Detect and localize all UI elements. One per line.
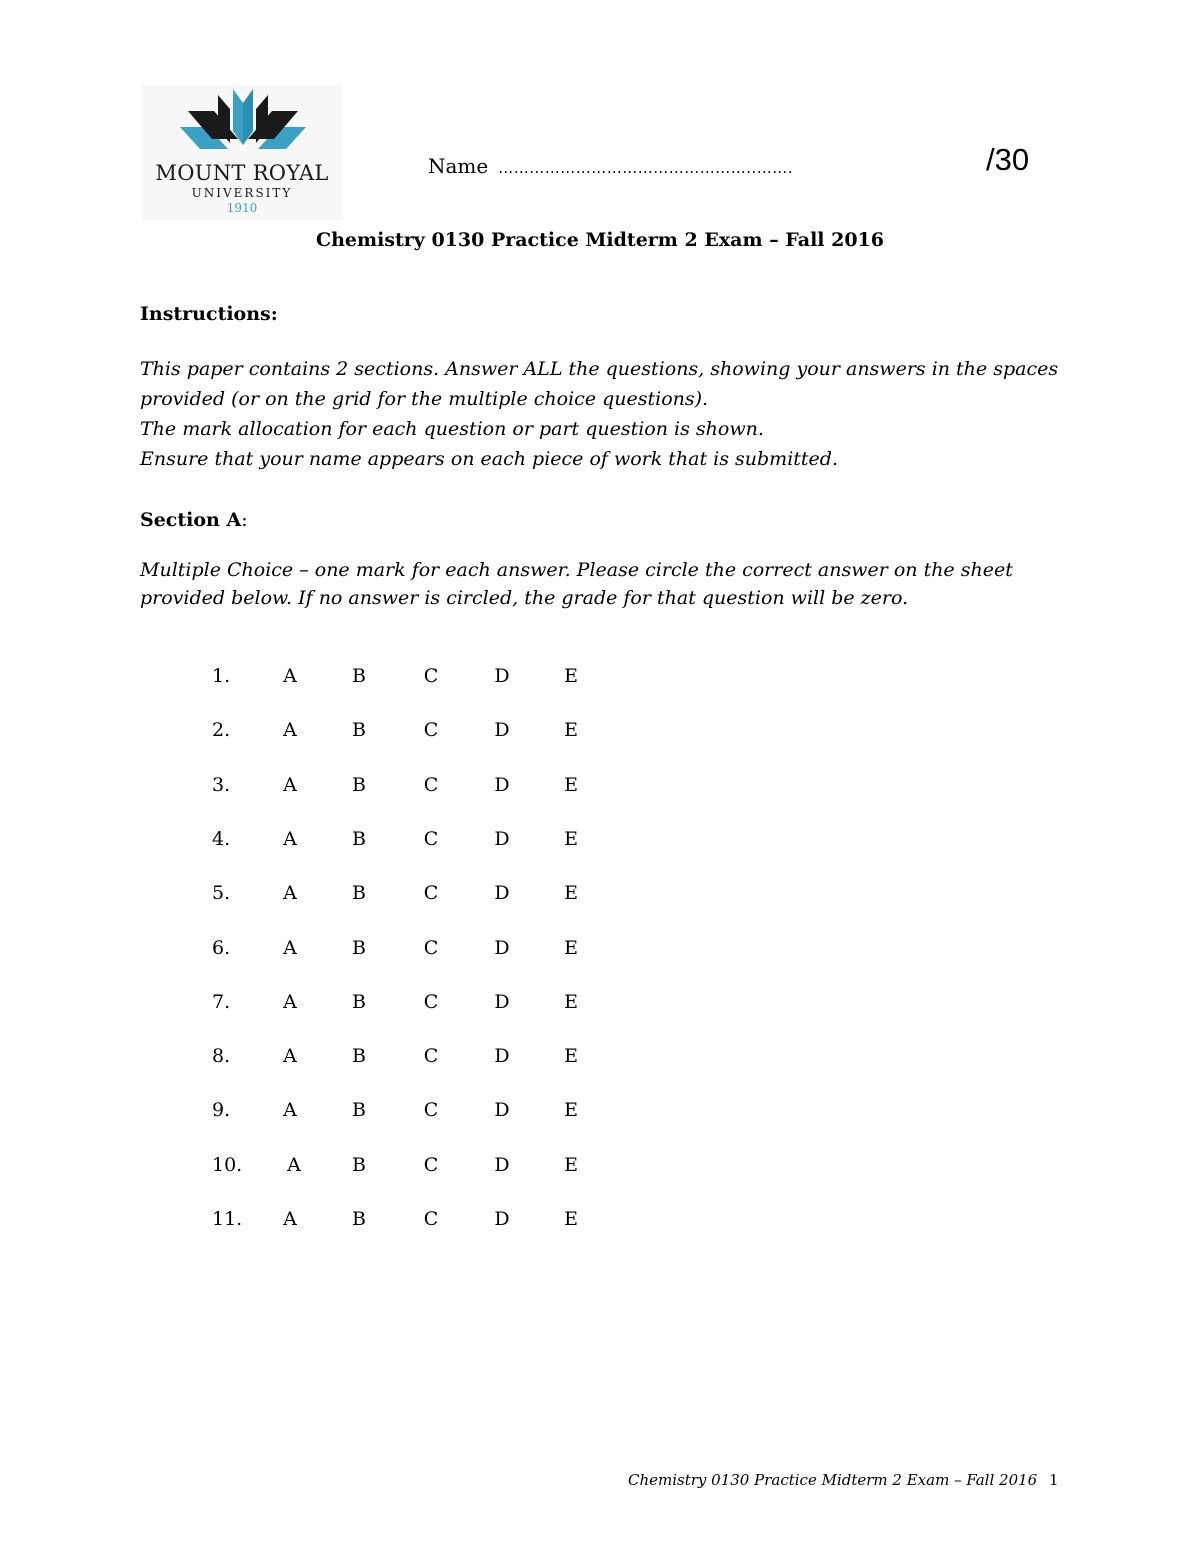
- answer-option-b[interactable]: B: [352, 827, 366, 850]
- answer-option-b[interactable]: B: [352, 882, 366, 905]
- answer-option-b[interactable]: B: [352, 665, 366, 687]
- answer-option-c[interactable]: C: [423, 990, 439, 1013]
- answer-option-d[interactable]: D: [494, 936, 510, 959]
- section-a-description: Multiple Choice – one mark for each answer. Please circle the correct answer on the sheet provided below. If no answer is circled, the grade for that question will be zero.: [140, 559, 1013, 609]
- question-number: 10.: [212, 1153, 243, 1176]
- answer-option-e[interactable]: E: [564, 882, 578, 905]
- answer-option-b[interactable]: B: [352, 1045, 366, 1068]
- answer-option-c[interactable]: C: [423, 1045, 439, 1068]
- answer-option-e[interactable]: E: [564, 990, 578, 1013]
- answer-option-b[interactable]: B: [352, 1099, 366, 1122]
- answer-option-d[interactable]: D: [494, 1045, 510, 1068]
- answer-option-a[interactable]: A: [283, 936, 297, 959]
- answer-option-d[interactable]: D: [494, 1153, 510, 1176]
- question-number: 9.: [212, 1099, 231, 1122]
- logo-name: MOUNT ROYAL: [155, 161, 329, 185]
- name-field[interactable]: [428, 154, 793, 178]
- instruction-line: The mark allocation for each question or part question is shown.: [140, 418, 764, 440]
- answer-option-e[interactable]: E: [564, 1099, 578, 1122]
- answer-option-c[interactable]: C: [423, 882, 439, 905]
- answer-option-e[interactable]: E: [564, 936, 578, 959]
- answer-option-e[interactable]: E: [564, 773, 578, 796]
- section-a-title: Section A: [140, 509, 242, 531]
- answer-option-b[interactable]: B: [352, 719, 366, 742]
- instruction-line: This paper contains 2 sections. Answer ALL the questions, showing your answers in the spaces provided (or on the grid for the multiple choice questions).: [140, 358, 1059, 410]
- answer-option-d[interactable]: D: [494, 665, 510, 687]
- answer-option-d[interactable]: D: [494, 719, 510, 742]
- answer-option-c[interactable]: C: [423, 665, 439, 687]
- answer-option-a[interactable]: A: [283, 1099, 297, 1122]
- answer-option-b[interactable]: B: [352, 990, 366, 1013]
- answer-option-c[interactable]: C: [423, 773, 439, 796]
- answer-row: [0, 937, 700, 967]
- total-marks: /30: [986, 142, 1030, 177]
- answer-row: [0, 665, 700, 695]
- answer-option-d[interactable]: D: [494, 882, 510, 905]
- answer-option-c[interactable]: C: [423, 936, 439, 959]
- instructions-heading: Instructions:: [140, 303, 278, 325]
- answer-option-e[interactable]: E: [564, 827, 578, 850]
- logo-mark-icon: [178, 87, 308, 157]
- university-logo: [142, 85, 342, 220]
- answer-option-a[interactable]: A: [283, 827, 297, 850]
- answer-option-b[interactable]: B: [352, 936, 366, 959]
- answer-option-c[interactable]: C: [423, 719, 439, 742]
- answer-option-c[interactable]: C: [423, 1153, 439, 1176]
- answer-option-d[interactable]: D: [494, 990, 510, 1013]
- answer-option-c[interactable]: C: [423, 1208, 439, 1230]
- question-number: 6.: [212, 936, 231, 959]
- answer-option-e[interactable]: E: [564, 1208, 578, 1230]
- answer-row: [0, 882, 700, 912]
- answer-option-c[interactable]: C: [423, 827, 439, 850]
- question-number: 2.: [212, 719, 231, 742]
- answer-row: [0, 1045, 700, 1075]
- question-number: 8.: [212, 1045, 231, 1068]
- answer-row: [0, 991, 700, 1021]
- instructions-body: [140, 354, 1080, 474]
- answer-option-a[interactable]: A: [287, 1153, 301, 1176]
- section-a-heading: [140, 509, 248, 531]
- exam-title: Chemistry 0130 Practice Midterm 2 Exam – Fall 2016: [315, 229, 885, 251]
- answer-option-a[interactable]: A: [283, 882, 297, 905]
- question-number: 11.: [212, 1208, 243, 1230]
- section-a-colon: :: [241, 509, 248, 531]
- answer-row: [0, 828, 700, 858]
- answer-option-a[interactable]: A: [283, 1045, 297, 1068]
- answer-row: [0, 1154, 700, 1184]
- logo-year: 1910: [226, 201, 258, 215]
- answer-option-e[interactable]: E: [564, 719, 578, 742]
- answer-option-d[interactable]: D: [494, 827, 510, 850]
- answer-option-b[interactable]: B: [352, 773, 366, 796]
- answer-row: [0, 774, 700, 804]
- question-number: 3.: [212, 773, 231, 796]
- answer-option-a[interactable]: A: [283, 665, 297, 687]
- answer-row: [0, 1099, 700, 1129]
- answer-option-c[interactable]: C: [423, 1099, 439, 1122]
- answer-option-a[interactable]: A: [283, 1208, 297, 1230]
- answer-row: [0, 1208, 700, 1238]
- question-number: 5.: [212, 882, 231, 905]
- question-number: 1.: [212, 665, 231, 687]
- answer-option-b[interactable]: B: [352, 1208, 366, 1230]
- page-number: 1: [1049, 1471, 1059, 1489]
- answer-option-a[interactable]: A: [283, 773, 297, 796]
- answer-option-b[interactable]: B: [352, 1153, 366, 1176]
- name-dots: …………………………………………..…….: [498, 159, 794, 177]
- answer-option-d[interactable]: D: [494, 1208, 510, 1230]
- answer-option-e[interactable]: E: [564, 665, 578, 687]
- answer-option-e[interactable]: E: [564, 1153, 578, 1176]
- name-label: Name: [428, 154, 489, 178]
- footer-text: Chemistry 0130 Practice Midterm 2 Exam – Fall 2016: [628, 1471, 1038, 1489]
- answer-option-d[interactable]: D: [494, 773, 510, 796]
- answer-option-d[interactable]: D: [494, 1099, 510, 1122]
- answer-row: [0, 719, 700, 749]
- answer-option-a[interactable]: A: [283, 990, 297, 1013]
- answer-option-e[interactable]: E: [564, 1045, 578, 1068]
- question-number: 4.: [212, 827, 231, 850]
- instruction-line: Ensure that your name appears on each piece of work that is submitted.: [140, 448, 838, 470]
- logo-subtitle: UNIVERSITY: [191, 186, 293, 200]
- question-number: 7.: [212, 990, 231, 1013]
- answer-option-a[interactable]: A: [283, 719, 297, 742]
